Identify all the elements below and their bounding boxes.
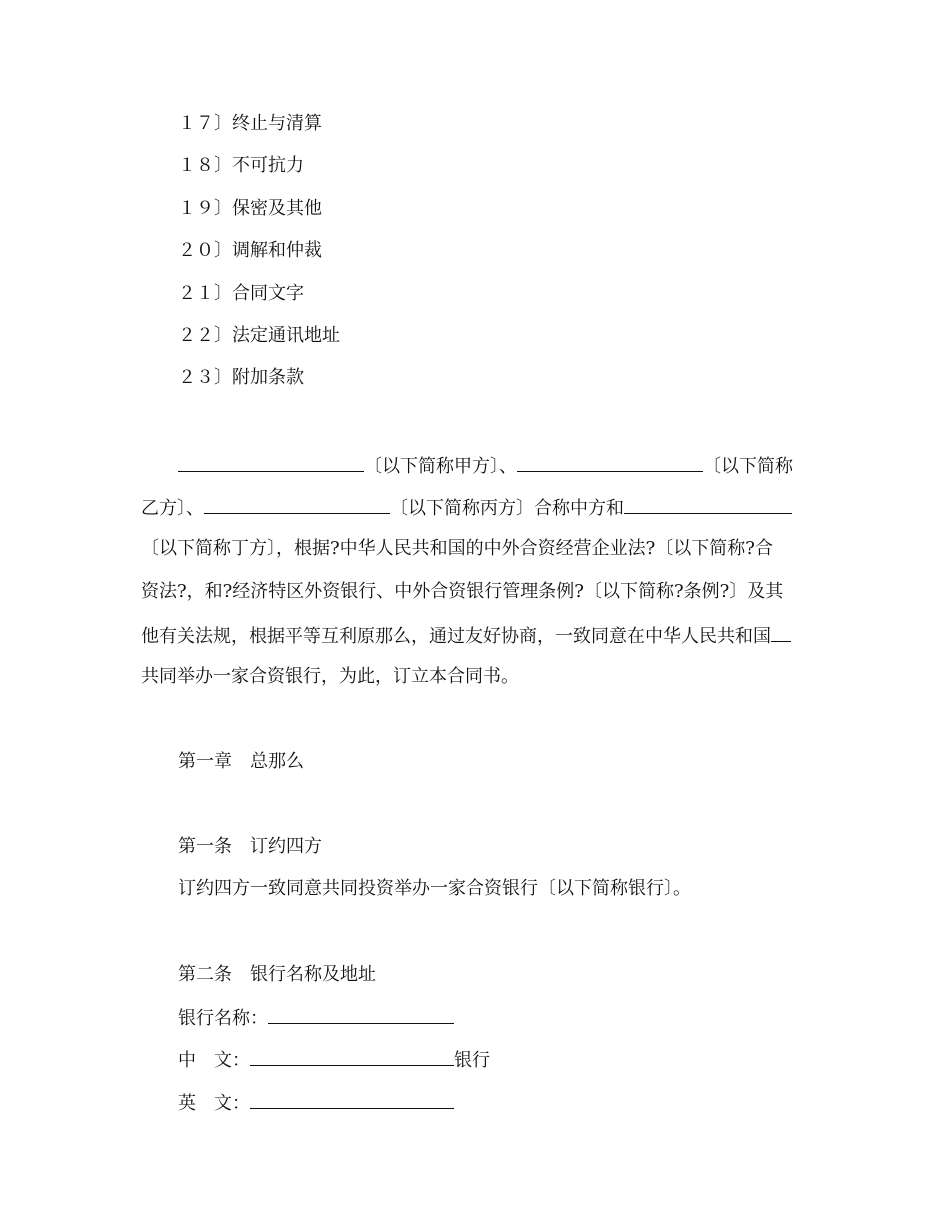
preamble-line-2 [141, 495, 792, 521]
bank-name-row [178, 1005, 454, 1031]
article-1-body: 订约四方一致同意共同投资举办一家合资银行〔以下简称银行〕。 [178, 878, 691, 899]
article-1-title: 第一条 订约四方 [178, 836, 322, 857]
preamble-line-4: 资法?，和?经济特区外资银行、中外合资银行管理条例?〔以下简称?条例?〕及其 [141, 581, 784, 602]
preamble-line-3: 〔以下简称丁方〕，根据?中华人民共和国的中外合资经营企业法?〔以下简称?合 [141, 538, 773, 559]
blank-english-name [250, 1090, 454, 1109]
preamble-text: 他有关法规，根据平等互利原那么，通过友好协商，一致同意在中华人民共和国 [141, 626, 771, 647]
toc-item: ２１〕合同文字 [178, 283, 304, 304]
toc-item: １７〕终止与清算 [178, 113, 322, 134]
toc-item: ２０〕调解和仲裁 [178, 240, 322, 261]
blank-chinese-name [250, 1047, 454, 1066]
article-2-title: 第二条 银行名称及地址 [178, 964, 376, 985]
toc-item: ２３〕附加条款 [178, 367, 304, 388]
chinese-name-row [178, 1047, 490, 1073]
preamble-line-6: 共同举办一家合资银行，为此，订立本合同书。 [141, 666, 519, 687]
toc-item: １９〕保密及其他 [178, 198, 322, 219]
preamble-text: 〔以下简称 [703, 456, 793, 477]
english-name-row [178, 1090, 454, 1116]
chapter-title: 第一章 总那么 [178, 751, 304, 772]
preamble-text: 乙方〕、 [141, 498, 204, 519]
blank-party-d [624, 495, 792, 514]
chinese-name-suffix: 银行 [454, 1050, 490, 1071]
blank-bank-name [268, 1005, 454, 1024]
preamble-line-5 [141, 623, 791, 649]
blank-party-c [204, 495, 390, 514]
toc-item: １８〕不可抗力 [178, 155, 304, 176]
preamble-text: 〔以下简称丙方〕合称中方和 [390, 498, 624, 519]
bank-name-label: 银行名称： [178, 1008, 268, 1029]
english-name-label: 英 文： [178, 1093, 250, 1114]
preamble-text: 〔以下简称甲方〕、 [364, 456, 517, 477]
blank-location [771, 623, 791, 642]
blank-party-b [517, 453, 703, 472]
preamble-line-1 [178, 453, 793, 479]
toc-item: ２２〕法定通讯地址 [178, 325, 340, 346]
chinese-name-label: 中 文： [178, 1050, 250, 1071]
blank-party-a [178, 453, 364, 472]
